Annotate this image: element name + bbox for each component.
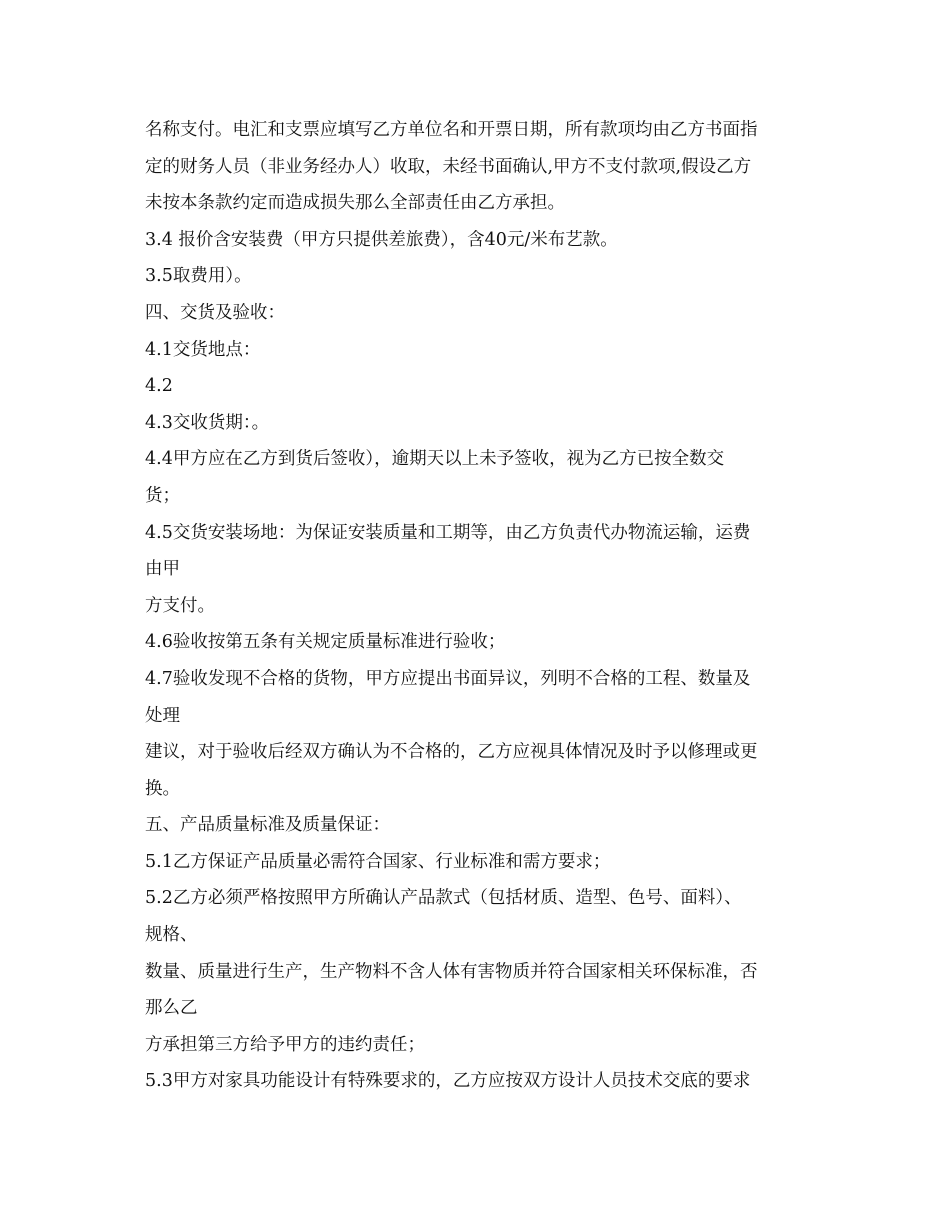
text-line: 5.3甲方对家具功能设计有特殊要求的，乙方应按双方设计人员技术交底的要求 [145, 1071, 751, 1092]
text-line: 4.1交货地点： [145, 339, 261, 360]
document-body [145, 112, 810, 1100]
section-heading: 五、产品质量标准及质量保证： [145, 815, 390, 836]
text-line: 3.5取费用）。 [145, 266, 252, 287]
text-line: 5.2乙方必须严格按照甲方所确认产品款式（包括材质、造型、色号、面料）、 [145, 888, 742, 909]
text-line: 那么乙 [145, 998, 198, 1019]
text-line: 4.6验收按第五条有关规定质量标准进行验收； [145, 632, 506, 653]
text-line: 换。 [145, 778, 180, 799]
text-line: 名称支付。电汇和支票应填写乙方单位名和开票日期，所有款项均由乙方书面指 [145, 120, 758, 140]
text-line: 规格、 [145, 925, 198, 946]
text-line: 数量、质量进行生产，生产物料不含人体有害物质并符合国家相关环保标准，否 [145, 961, 758, 982]
text-line: 处理 [145, 705, 180, 726]
text-line: 货； [145, 485, 180, 506]
text-line: 方支付。 [145, 595, 215, 616]
text-line: 4.2 [145, 376, 173, 397]
section-heading: 四、交货及验收： [145, 302, 285, 323]
text-line: 由甲 [145, 559, 180, 580]
text-line: 4.3交收货期：。 [145, 412, 270, 433]
text-line: 4.5交货安装场地：为保证安装质量和工期等，由乙方负责代办物流运输，运费 [145, 522, 751, 543]
text-line: 方承担第三方给予甲方的违约责任； [145, 1034, 425, 1055]
text-line: 5.1乙方保证产品质量必需符合国家、行业标准和需方要求； [145, 851, 611, 872]
text-line: 3.4 报价含安装费（甲方只提供差旅费），含40元/米布艺款。 [145, 229, 618, 250]
text-line: 未按本条款约定而造成损失那么全部责任由乙方承担。 [145, 193, 565, 214]
text-line: 定的财务人员（非业务经办人）收取，未经书面确认,甲方不支付款项,假设乙方 [145, 156, 752, 177]
text-line: 4.4甲方应在乙方到货后签收），逾期天以上未予签收，视为乙方已按全数交 [145, 449, 725, 470]
text-line: 建议，对于验收后经双方确认为不合格的，乙方应视具体情况及时予以修理或更 [145, 742, 758, 763]
text-line: 4.7验收发现不合格的货物，甲方应提出书面异议，列明不合格的工程、数量及 [145, 668, 751, 689]
